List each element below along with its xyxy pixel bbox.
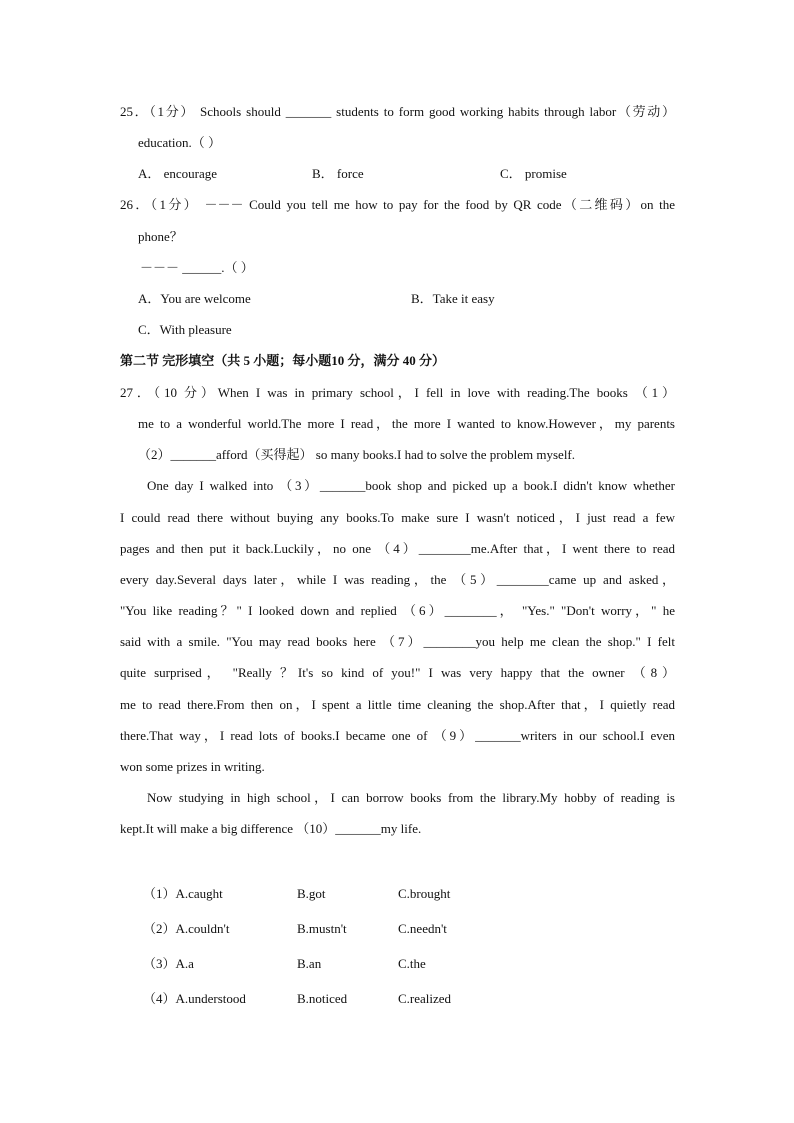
q27-passage-line: said with a smile. "You may read books here （7）________you help me clean the shop." I felt [120,634,675,649]
q25-option-c: C． promise [500,166,567,181]
q27-passage-line: （2）_______afford（买得起） so many books.I had to solve the problem myself. [138,447,576,462]
q26-option-c: C．With pleasure [138,322,232,337]
q26-stem-line2: phone？ [138,229,183,244]
q27-choice-c: C.brought [398,886,451,901]
q25-stem-line2: education.（ ） [138,135,222,150]
q26-stem-line1: 26．（1分） －－－ Could you tell me how to pay for the food by QR code（二维码）on the [120,197,675,212]
q25-option-b: B． force [312,166,364,181]
q27-passage-line: me to read there.From then on，I spent a little time cleaning the shop.After that，I quietly read [120,697,675,712]
q26-option-a: A．You are welcome [138,291,251,306]
q27-passage-line: kept.It will make a big difference （10）_______my life. [120,821,422,836]
q27-passage-line: every day.Several days later，while I was reading，the （5）________came up and asked， [120,572,675,587]
q27-passage-line: I could read there without buying any books.To make sure I wasn't noticed，I just read a few [120,510,675,525]
q27-passage-line: won some prizes in writing. [120,759,265,774]
q27-choice-a: （2）A.couldn't [143,921,230,936]
q27-choice-a: （3）A.a [143,956,194,971]
q26-reply-line: －－－ ______.（ ） [140,260,254,275]
q27-choice-c: C.needn't [398,921,447,936]
q27-choice-b: B.noticed [297,991,348,1006]
q27-passage-line: 27．（10 分）When I was in primary school，I fell in love with reading.The books （1） [120,385,675,400]
q27-choice-b: B.got [297,886,326,901]
q25-option-a: A． encourage [138,166,218,181]
section-heading: 第二节 完形填空（共 5 小题；每小题10 分，满分 40 分） [120,353,446,368]
q27-passage-line: "You like reading？" I looked down and replied （6）________， "Yes." "Don't worry，" he [120,603,675,618]
q27-choice-b: B.mustn't [297,921,347,936]
q27-passage-line: me to a wonderful world.The more I read，the more I wanted to know.However，my parents [138,416,675,431]
q27-choice-a: （1）A.caught [143,886,223,901]
q27-choice-c: C.realized [398,991,452,1006]
q27-passage-line: there.That way，I read lots of books.I became one of （9）_______writers in our school.I even [120,728,675,743]
q27-passage-line: quite surprised， "Really ？It's so kind of you!" I was very happy that the owner （8） [120,665,675,680]
q26-option-b: B．Take it easy [411,291,495,306]
q27-passage-line: One day I walked into （3）_______book shop and picked up a book.I didn't know whether [147,478,675,493]
q27-choice-b: B.an [297,956,322,971]
q27-passage-line: pages and then put it back.Luckily，no one （4）________me.After that，I went there to read [120,541,675,556]
q27-passage-line: Now studying in high school，I can borrow books from the library.My hobby of reading is [147,790,675,805]
q25-stem-line1: 25．（1分） Schools should _______ students to form good working habits through labor（劳动） [120,104,675,119]
q27-choice-a: （4）A.understood [143,991,246,1006]
q27-choice-c: C.the [398,956,426,971]
